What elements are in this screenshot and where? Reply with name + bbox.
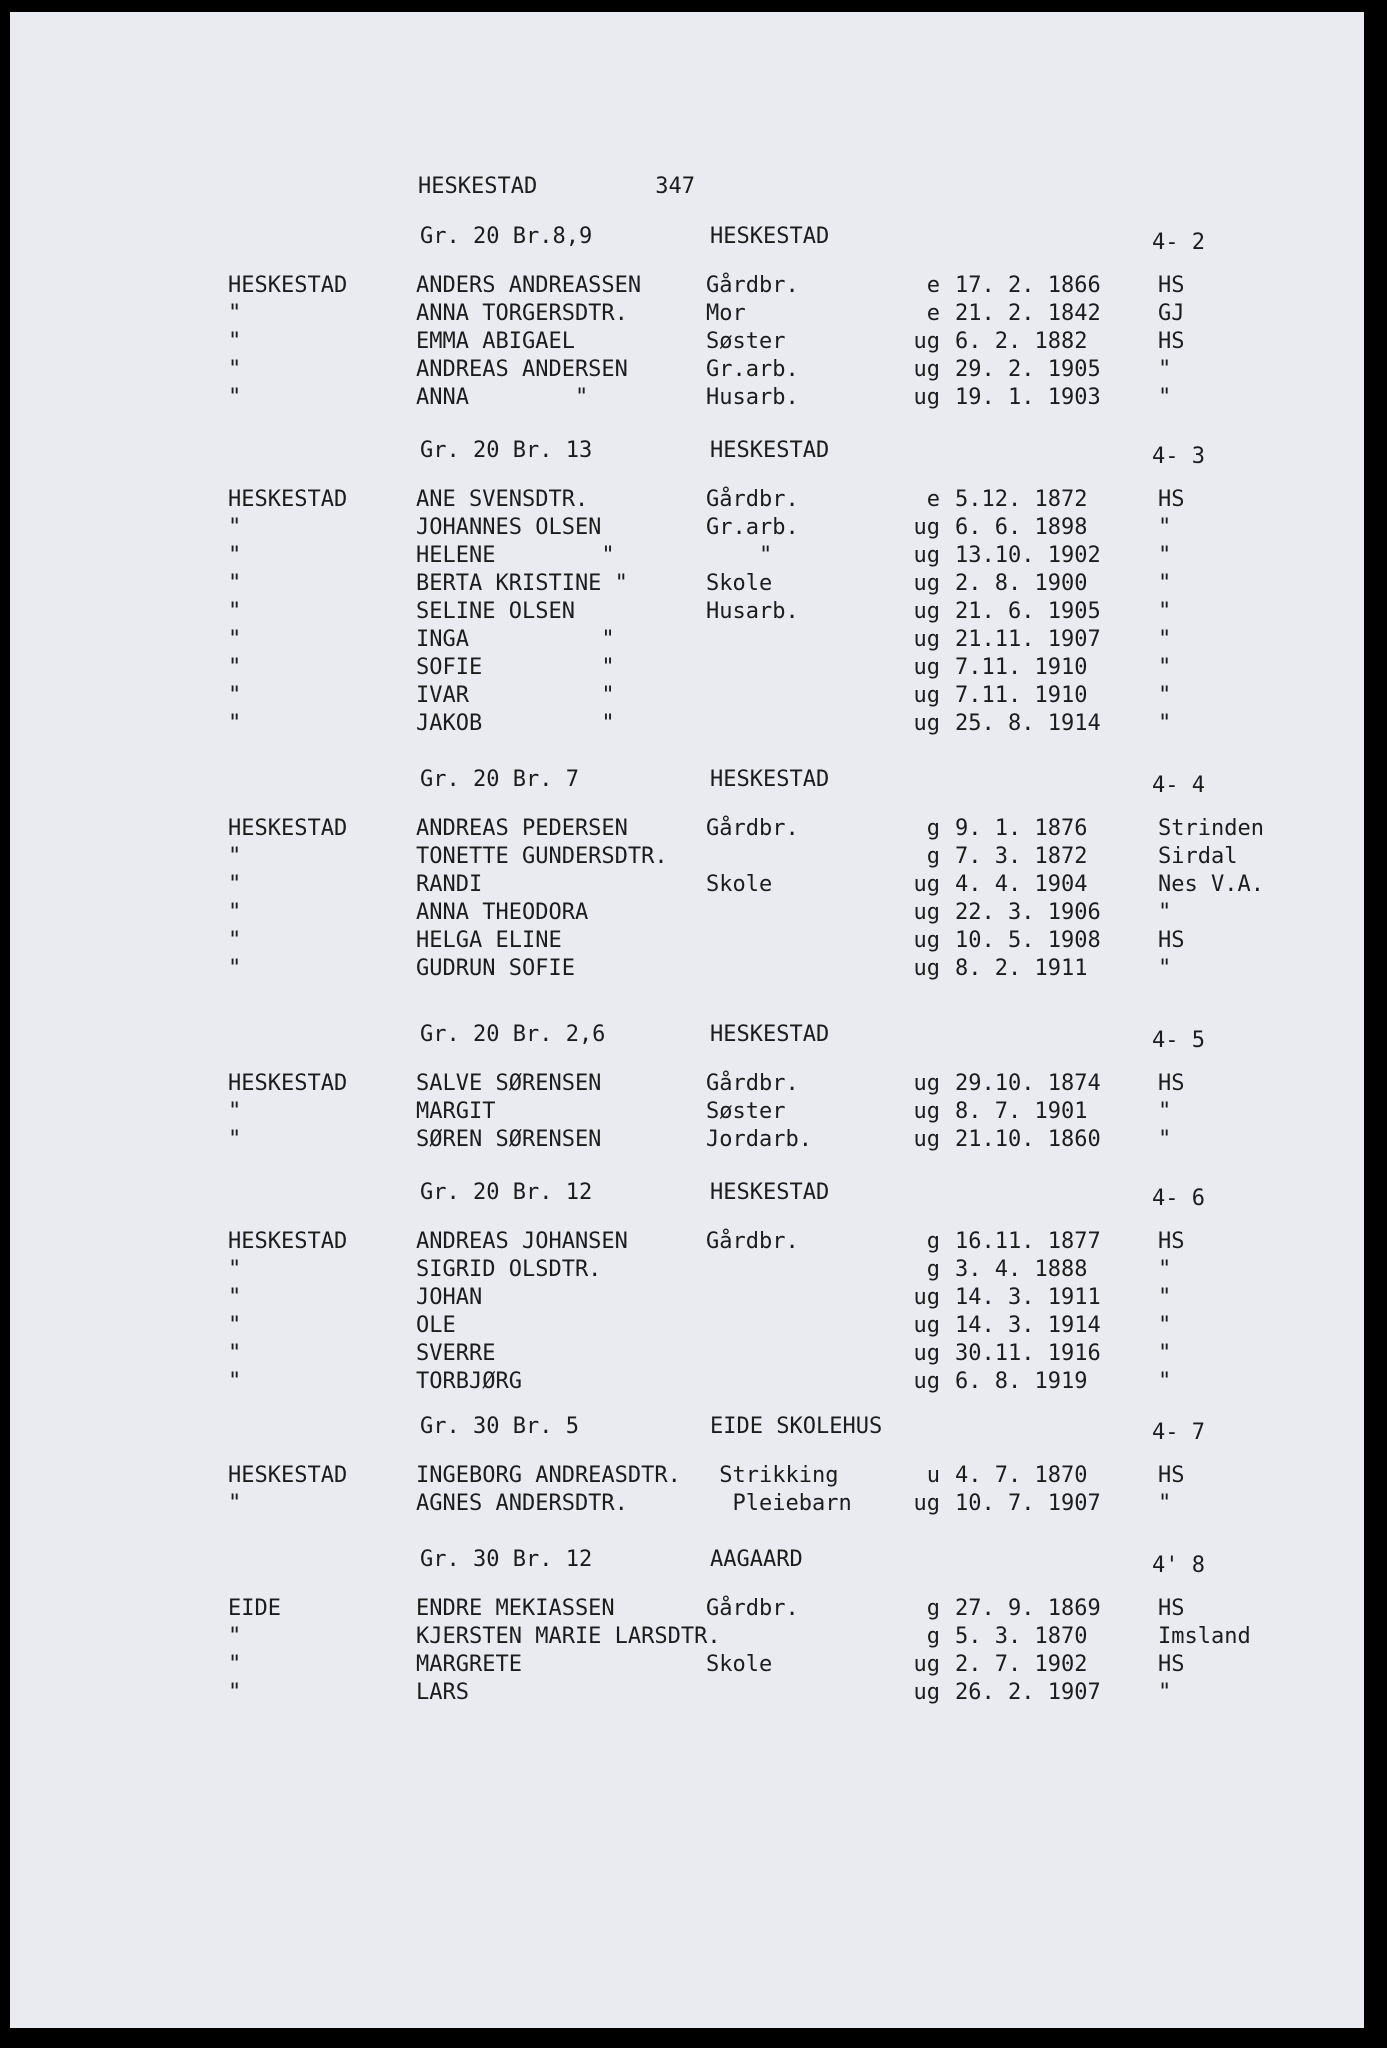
marital-status-cell: g [926, 1596, 940, 1621]
birth-date-cell: 4. 4. 1904 [955, 872, 1088, 897]
marital-status-cell: g [926, 1229, 940, 1254]
birth-date-cell: 2. 7. 1902 [955, 1652, 1088, 1677]
person-row [10, 1623, 1364, 1651]
section-header [10, 1180, 1364, 1228]
residence-cell: " [228, 844, 242, 869]
person-row [10, 514, 1364, 542]
name-cell: ANDREAS PEDERSEN [416, 816, 628, 841]
residence-cell: " [228, 301, 242, 326]
residence-cell: " [228, 571, 242, 596]
role-cell: Gårdbr. [706, 487, 799, 512]
birthplace-cell: HS [1158, 329, 1185, 354]
birthplace-cell: " [1158, 1127, 1172, 1152]
birth-date-cell: 21.10. 1860 [955, 1127, 1101, 1152]
marital-status-cell: ug [913, 711, 940, 736]
marital-status-cell: ug [913, 627, 940, 652]
person-row [10, 384, 1364, 412]
marital-status-cell: g [926, 1624, 940, 1649]
residence-cell: " [228, 1369, 242, 1394]
marital-status-cell: ug [913, 515, 940, 540]
person-row [10, 815, 1364, 843]
name-cell: TORBJØRG [416, 1369, 522, 1394]
marital-status-cell: ug [913, 571, 940, 596]
residence-cell: " [228, 872, 242, 897]
birth-date-cell: 21. 2. 1842 [955, 301, 1101, 326]
household-section [10, 1414, 1364, 1518]
residence-cell: " [228, 655, 242, 680]
name-cell: ANNA " [416, 385, 589, 410]
birthplace-cell: HS [1158, 273, 1185, 298]
person-row [10, 356, 1364, 384]
birth-date-cell: 6. 2. 1882 [955, 329, 1088, 354]
page-number: 347 [655, 174, 695, 199]
name-cell: JOHAN [416, 1285, 483, 1310]
name-cell: SØREN SØRENSEN [416, 1127, 602, 1152]
name-cell: INGEBORG ANDREASDTR. [416, 1463, 681, 1488]
person-row [10, 1098, 1364, 1126]
section-header [10, 438, 1364, 486]
birth-date-cell: 19. 1. 1903 [955, 385, 1101, 410]
residence-cell: " [228, 599, 242, 624]
birth-date-cell: 9. 1. 1876 [955, 816, 1088, 841]
birth-date-cell: 6. 6. 1898 [955, 515, 1088, 540]
person-row [10, 1312, 1364, 1340]
marital-status-cell: u [926, 1463, 940, 1488]
role-cell: Strikking [706, 1463, 839, 1488]
role-cell: Husarb. [706, 599, 799, 624]
person-row [10, 1228, 1364, 1256]
role-cell: Gårdbr. [706, 273, 799, 298]
birth-date-cell: 26. 2. 1907 [955, 1680, 1101, 1705]
residence-cell: " [228, 1285, 242, 1310]
birthplace-cell: Imsland [1158, 1624, 1251, 1649]
section-header [10, 224, 1364, 272]
birthplace-cell: " [1158, 627, 1172, 652]
birthplace-cell: " [1158, 683, 1172, 708]
person-row [10, 1595, 1364, 1623]
residence-cell: HESKESTAD [228, 816, 348, 841]
name-cell: SIGRID OLSDTR. [416, 1257, 602, 1282]
birth-date-cell: 14. 3. 1911 [955, 1285, 1101, 1310]
marital-status-cell: ug [913, 928, 940, 953]
name-cell: JOHANNES OLSEN [416, 515, 602, 540]
page-header [418, 174, 695, 199]
birthplace-cell: HS [1158, 1596, 1185, 1621]
marital-status-cell: ug [913, 900, 940, 925]
birth-date-cell: 29.10. 1874 [955, 1071, 1101, 1096]
birthplace-cell: " [1158, 385, 1172, 410]
birth-date-cell: 8. 7. 1901 [955, 1099, 1088, 1124]
birth-date-cell: 7.11. 1910 [955, 683, 1088, 708]
birth-date-cell: 5. 3. 1870 [955, 1624, 1088, 1649]
birthplace-cell: " [1158, 1257, 1172, 1282]
person-row [10, 1256, 1364, 1284]
marital-status-cell: ug [913, 1652, 940, 1677]
person-row [10, 1651, 1364, 1679]
birth-date-cell: 5.12. 1872 [955, 487, 1088, 512]
person-row [10, 843, 1364, 871]
section-header [10, 1414, 1364, 1462]
page-title: HESKESTAD [418, 174, 538, 199]
person-row [10, 486, 1364, 514]
residence-cell: " [228, 357, 242, 382]
name-cell: SALVE SØRENSEN [416, 1071, 602, 1096]
residence-cell: " [228, 711, 242, 736]
role-cell: Søster [706, 1099, 786, 1124]
role-cell: " [706, 543, 773, 568]
section-header [10, 767, 1364, 815]
role-cell: Gårdbr. [706, 1071, 799, 1096]
birth-date-cell: 13.10. 1902 [955, 543, 1101, 568]
name-cell: OLE [416, 1313, 456, 1338]
role-cell: Gårdbr. [706, 1229, 799, 1254]
person-row [10, 570, 1364, 598]
marital-status-cell: ug [913, 956, 940, 981]
birthplace-cell: " [1158, 1313, 1172, 1338]
document-page [10, 12, 1364, 2028]
role-cell: Gårdbr. [706, 1596, 799, 1621]
role-cell: Søster [706, 329, 786, 354]
person-row [10, 955, 1364, 983]
marital-status-cell: ug [913, 543, 940, 568]
residence-cell: HESKESTAD [228, 1229, 348, 1254]
household-code: 4- 3 [1152, 444, 1205, 469]
birthplace-cell: HS [1158, 1652, 1185, 1677]
marital-status-cell: g [926, 816, 940, 841]
name-cell: ANDREAS JOHANSEN [416, 1229, 628, 1254]
gr-br-label: Gr. 20 Br. 2,6 [420, 1022, 606, 1047]
location-label: HESKESTAD [710, 224, 830, 249]
residence-cell: " [228, 1624, 242, 1649]
role-cell: Skole [706, 872, 773, 897]
name-cell: RANDI [416, 872, 483, 897]
section-header [10, 1547, 1364, 1595]
role-cell: Gr.arb. [706, 357, 799, 382]
person-row [10, 328, 1364, 356]
birth-date-cell: 10. 5. 1908 [955, 928, 1101, 953]
person-row [10, 871, 1364, 899]
name-cell: KJERSTEN MARIE LARSDTR. [416, 1624, 721, 1649]
person-row [10, 710, 1364, 738]
birthplace-cell: HS [1158, 928, 1185, 953]
birthplace-cell: " [1158, 571, 1172, 596]
residence-cell: HESKESTAD [228, 487, 348, 512]
role-cell: Mor [706, 301, 746, 326]
person-row [10, 1284, 1364, 1312]
marital-status-cell: ug [913, 1680, 940, 1705]
birthplace-cell: HS [1158, 1463, 1185, 1488]
marital-status-cell: ug [913, 655, 940, 680]
residence-cell: EIDE [228, 1596, 281, 1621]
person-row [10, 626, 1364, 654]
birth-date-cell: 8. 2. 1911 [955, 956, 1088, 981]
birth-date-cell: 7.11. 1910 [955, 655, 1088, 680]
role-cell: Gr.arb. [706, 515, 799, 540]
birthplace-cell: " [1158, 1369, 1172, 1394]
household-code: 4' 8 [1152, 1553, 1205, 1578]
name-cell: ANDREAS ANDERSEN [416, 357, 628, 382]
residence-cell: " [228, 1341, 242, 1366]
residence-cell: " [228, 543, 242, 568]
birth-date-cell: 2. 8. 1900 [955, 571, 1088, 596]
birthplace-cell: " [1158, 956, 1172, 981]
birthplace-cell: " [1158, 900, 1172, 925]
birth-date-cell: 30.11. 1916 [955, 1341, 1101, 1366]
birthplace-cell: HS [1158, 487, 1185, 512]
birth-date-cell: 27. 9. 1869 [955, 1596, 1101, 1621]
marital-status-cell: ug [913, 329, 940, 354]
residence-cell: " [228, 683, 242, 708]
person-row [10, 682, 1364, 710]
marital-status-cell: ug [913, 599, 940, 624]
gr-br-label: Gr. 20 Br. 7 [420, 767, 579, 792]
birthplace-cell: Sirdal [1158, 844, 1238, 869]
marital-status-cell: ug [913, 1313, 940, 1338]
residence-cell: " [228, 329, 242, 354]
residence-cell: " [228, 1257, 242, 1282]
residence-cell: HESKESTAD [228, 1463, 348, 1488]
name-cell: MARGRETE [416, 1652, 522, 1677]
name-cell: GUDRUN SOFIE [416, 956, 575, 981]
residence-cell: " [228, 928, 242, 953]
name-cell: INGA " [416, 627, 615, 652]
marital-status-cell: ug [913, 683, 940, 708]
birthplace-cell: " [1158, 1680, 1172, 1705]
birthplace-cell: " [1158, 543, 1172, 568]
residence-cell: " [228, 1099, 242, 1124]
location-label: HESKESTAD [710, 438, 830, 463]
birth-date-cell: 25. 8. 1914 [955, 711, 1101, 736]
birthplace-cell: Strinden [1158, 816, 1264, 841]
residence-cell: " [228, 515, 242, 540]
marital-status-cell: ug [913, 1127, 940, 1152]
location-label: HESKESTAD [710, 767, 830, 792]
birth-date-cell: 7. 3. 1872 [955, 844, 1088, 869]
name-cell: MARGIT [416, 1099, 496, 1124]
birthplace-cell: " [1158, 1285, 1172, 1310]
birth-date-cell: 10. 7. 1907 [955, 1491, 1101, 1516]
residence-cell: HESKESTAD [228, 273, 348, 298]
marital-status-cell: ug [913, 1285, 940, 1310]
person-row [10, 1462, 1364, 1490]
birthplace-cell: HS [1158, 1071, 1185, 1096]
gr-br-label: Gr. 30 Br. 12 [420, 1547, 593, 1572]
person-row [10, 927, 1364, 955]
name-cell: TONETTE GUNDERSDTR. [416, 844, 668, 869]
gr-br-label: Gr. 20 Br. 12 [420, 1180, 593, 1205]
section-header [10, 1022, 1364, 1070]
role-cell: Skole [706, 571, 773, 596]
birthplace-cell: " [1158, 1099, 1172, 1124]
birth-date-cell: 16.11. 1877 [955, 1229, 1101, 1254]
residence-cell: " [228, 1491, 242, 1516]
name-cell: ANNA THEODORA [416, 900, 589, 925]
residence-cell: " [228, 1127, 242, 1152]
role-cell: Skole [706, 1652, 773, 1677]
role-cell: Jordarb. [706, 1127, 812, 1152]
person-row [10, 899, 1364, 927]
household-code: 4- 6 [1152, 1186, 1205, 1211]
name-cell: IVAR " [416, 683, 615, 708]
residence-cell: " [228, 627, 242, 652]
birthplace-cell: " [1158, 655, 1172, 680]
residence-cell: " [228, 1652, 242, 1677]
person-row [10, 1340, 1364, 1368]
marital-status-cell: ug [913, 385, 940, 410]
household-section [10, 438, 1364, 738]
birth-date-cell: 6. 8. 1919 [955, 1369, 1088, 1394]
person-row [10, 1126, 1364, 1154]
name-cell: ANDERS ANDREASSEN [416, 273, 642, 298]
marital-status-cell: ug [913, 1099, 940, 1124]
name-cell: SVERRE [416, 1341, 496, 1366]
name-cell: ANNA TORGERSDTR. [416, 301, 628, 326]
name-cell: HELGA ELINE [416, 928, 562, 953]
birth-date-cell: 3. 4. 1888 [955, 1257, 1088, 1282]
residence-cell: " [228, 385, 242, 410]
marital-status-cell: ug [913, 872, 940, 897]
person-row [10, 1368, 1364, 1396]
residence-cell: " [228, 1313, 242, 1338]
name-cell: SELINE OLSEN [416, 599, 575, 624]
household-section [10, 1022, 1364, 1154]
person-row [10, 598, 1364, 626]
birthplace-cell: Nes V.A. [1158, 872, 1264, 897]
birth-date-cell: 22. 3. 1906 [955, 900, 1101, 925]
person-row [10, 272, 1364, 300]
location-label: HESKESTAD [710, 1022, 830, 1047]
person-row [10, 654, 1364, 682]
birthplace-cell: HS [1158, 1229, 1185, 1254]
person-row [10, 300, 1364, 328]
household-code: 4- 5 [1152, 1028, 1205, 1053]
household-code: 4- 7 [1152, 1420, 1205, 1445]
name-cell: AGNES ANDERSDTR. [416, 1491, 628, 1516]
household-code: 4- 2 [1152, 230, 1205, 255]
marital-status-cell: g [926, 844, 940, 869]
birth-date-cell: 4. 7. 1870 [955, 1463, 1088, 1488]
name-cell: SOFIE " [416, 655, 615, 680]
birth-date-cell: 14. 3. 1914 [955, 1313, 1101, 1338]
marital-status-cell: e [926, 273, 940, 298]
residence-cell: " [228, 900, 242, 925]
name-cell: HELENE " [416, 543, 615, 568]
birthplace-cell: " [1158, 1491, 1172, 1516]
marital-status-cell: ug [913, 1491, 940, 1516]
role-cell: Husarb. [706, 385, 799, 410]
birthplace-cell: " [1158, 711, 1172, 736]
residence-cell: " [228, 956, 242, 981]
name-cell: ENDRE MEKIASSEN [416, 1596, 615, 1621]
residence-cell: " [228, 1680, 242, 1705]
birthplace-cell: " [1158, 357, 1172, 382]
role-cell: Pleiebarn [706, 1491, 852, 1516]
location-label: AAGAARD [710, 1547, 803, 1572]
birth-date-cell: 21. 6. 1905 [955, 599, 1101, 624]
name-cell: LARS [416, 1680, 469, 1705]
marital-status-cell: ug [913, 1341, 940, 1366]
name-cell: JAKOB " [416, 711, 615, 736]
household-section [10, 224, 1364, 412]
gr-br-label: Gr. 20 Br. 13 [420, 438, 593, 463]
role-cell: Gårdbr. [706, 816, 799, 841]
birthplace-cell: GJ [1158, 301, 1185, 326]
birth-date-cell: 29. 2. 1905 [955, 357, 1101, 382]
marital-status-cell: ug [913, 1071, 940, 1096]
birthplace-cell: " [1158, 599, 1172, 624]
location-label: HESKESTAD [710, 1180, 830, 1205]
gr-br-label: Gr. 20 Br.8,9 [420, 224, 593, 249]
name-cell: EMMA ABIGAEL [416, 329, 575, 354]
name-cell: ANE SVENSDTR. [416, 487, 589, 512]
household-section [10, 767, 1364, 983]
location-label: EIDE SKOLEHUS [710, 1414, 883, 1439]
person-row [10, 1070, 1364, 1098]
marital-status-cell: e [926, 301, 940, 326]
birth-date-cell: 17. 2. 1866 [955, 273, 1101, 298]
birthplace-cell: " [1158, 515, 1172, 540]
marital-status-cell: ug [913, 357, 940, 382]
household-section [10, 1547, 1364, 1707]
marital-status-cell: g [926, 1257, 940, 1282]
household-code: 4- 4 [1152, 773, 1205, 798]
name-cell: BERTA KRISTINE " [416, 571, 628, 596]
residence-cell: HESKESTAD [228, 1071, 348, 1096]
marital-status-cell: e [926, 487, 940, 512]
person-row [10, 1679, 1364, 1707]
marital-status-cell: ug [913, 1369, 940, 1394]
household-section [10, 1180, 1364, 1396]
gr-br-label: Gr. 30 Br. 5 [420, 1414, 579, 1439]
person-row [10, 542, 1364, 570]
person-row [10, 1490, 1364, 1518]
birthplace-cell: " [1158, 1341, 1172, 1366]
birth-date-cell: 21.11. 1907 [955, 627, 1101, 652]
